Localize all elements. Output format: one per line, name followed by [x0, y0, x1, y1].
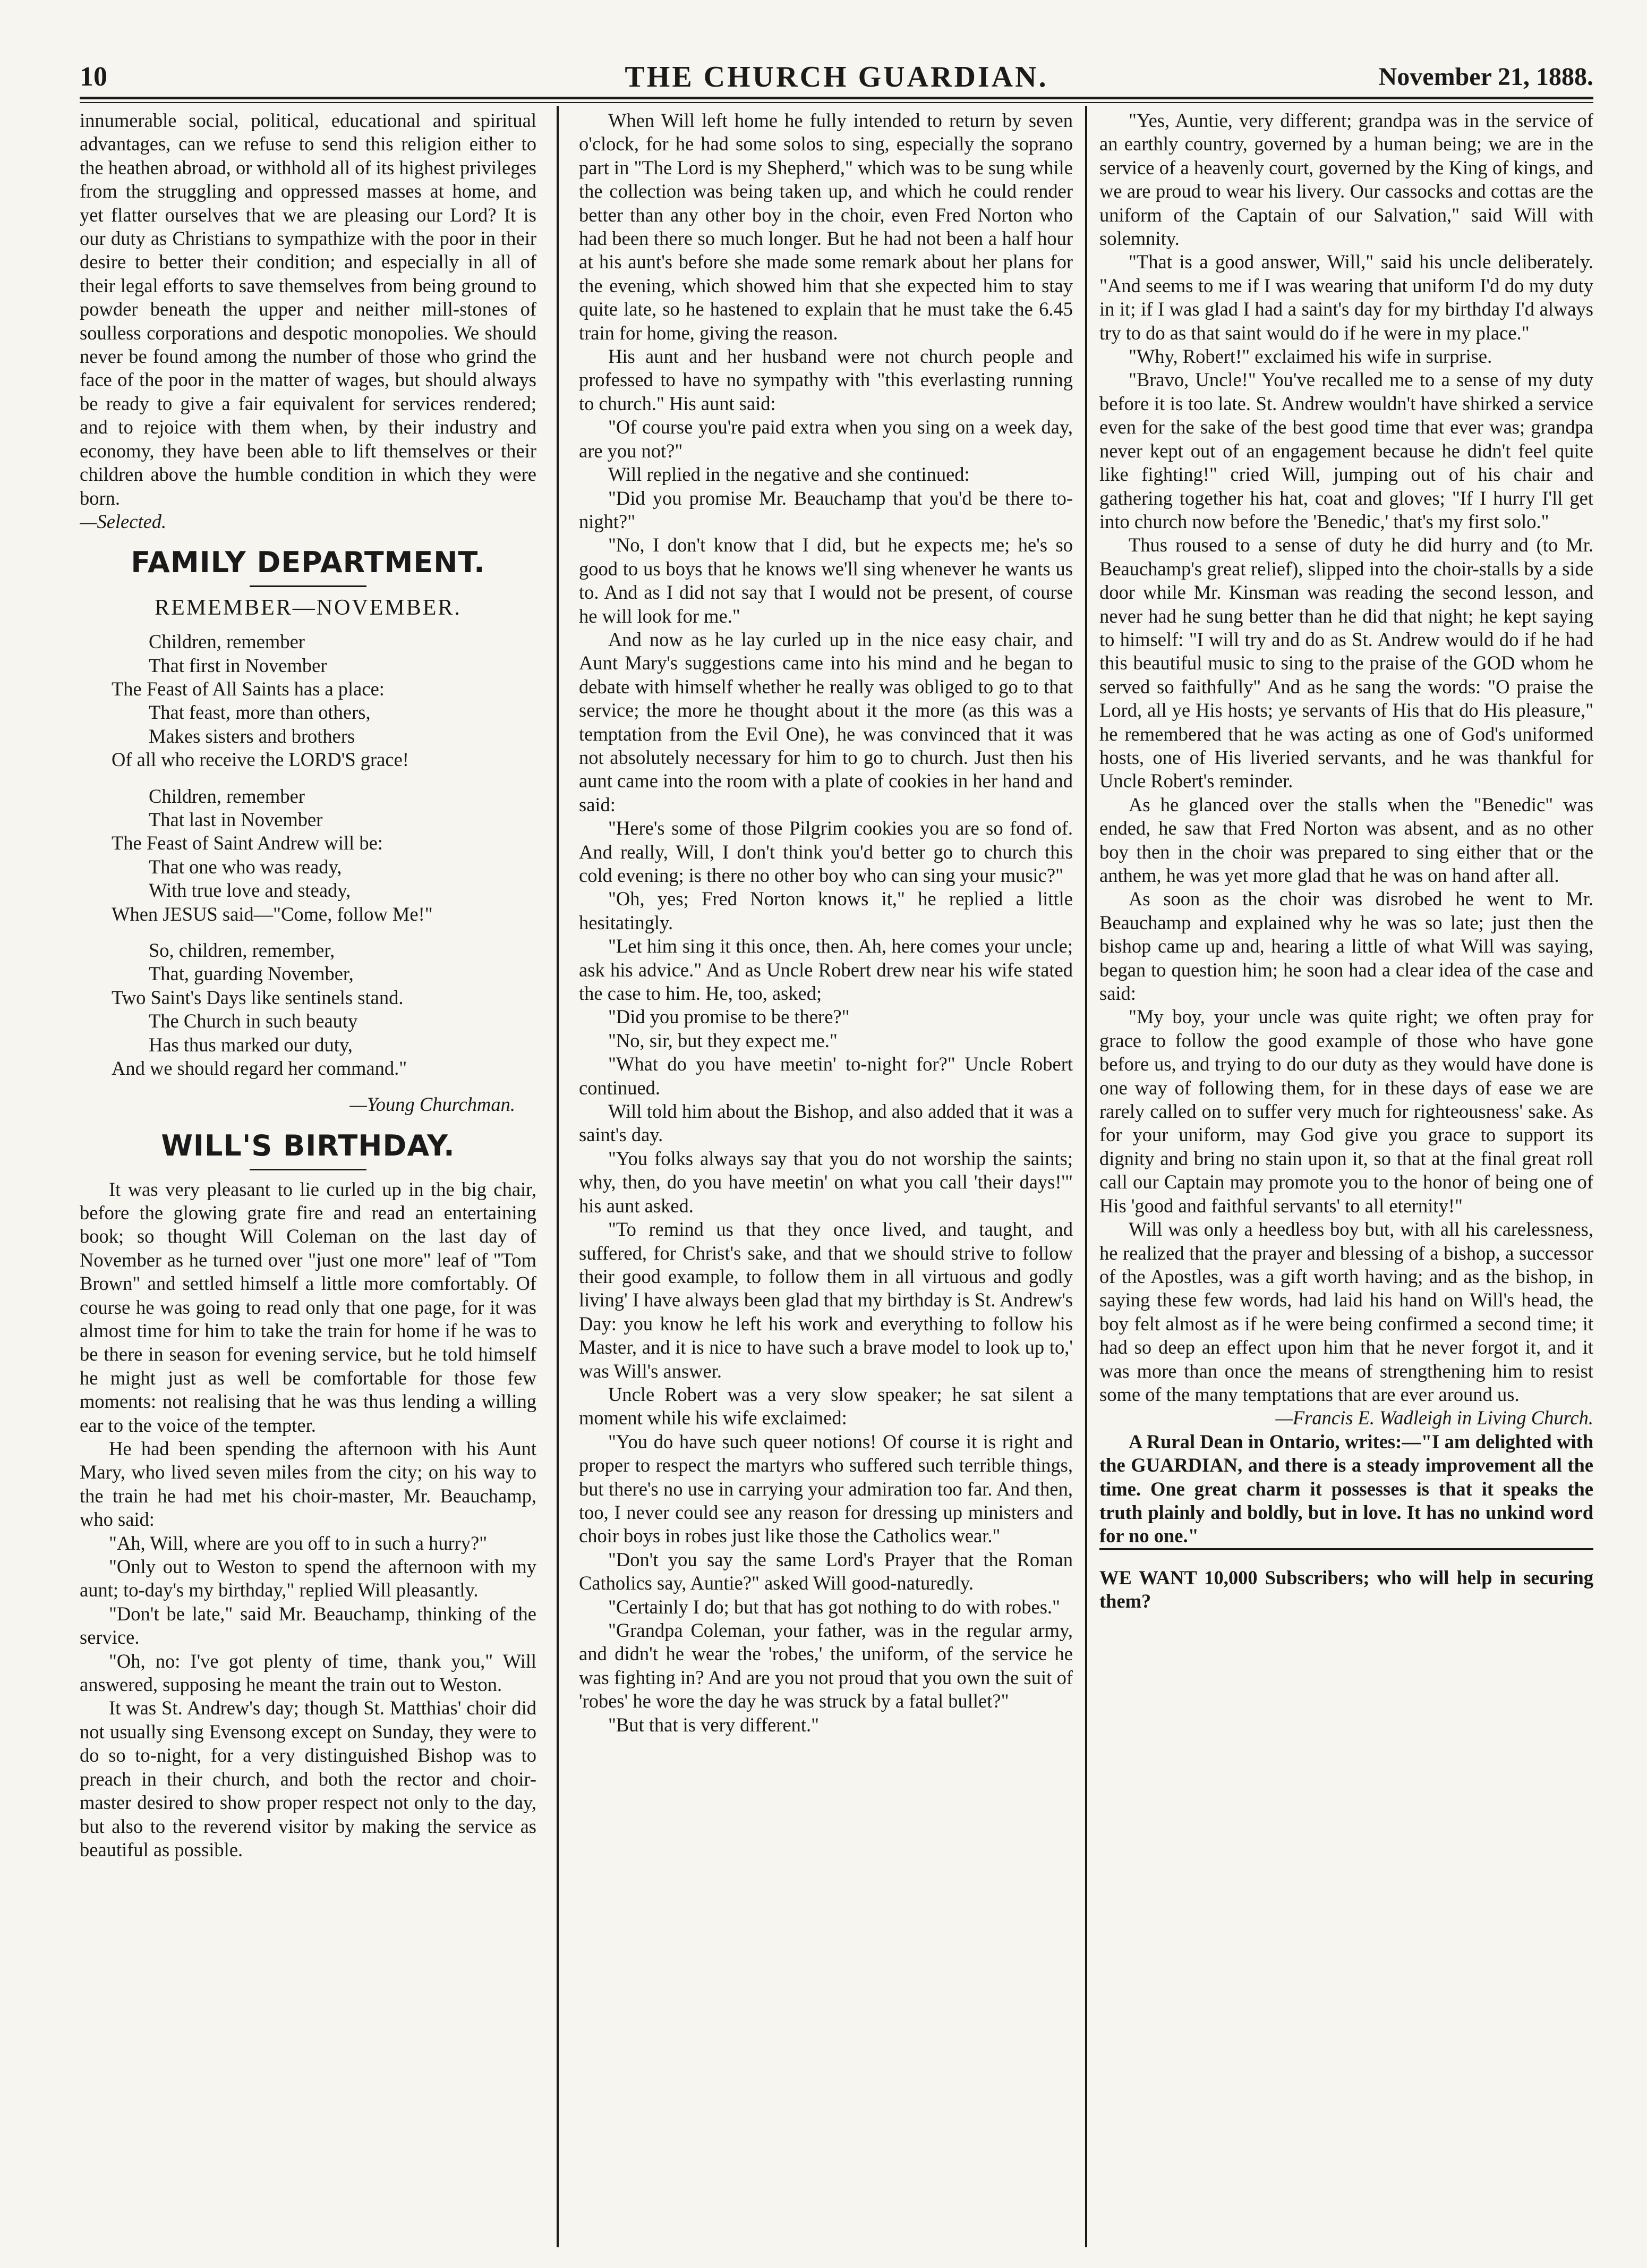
- poem-line: The Church in such beauty: [149, 1010, 358, 1032]
- masthead: [80, 56, 1593, 94]
- poem-line: That, guarding November,: [149, 963, 354, 985]
- poem-line: Makes sisters and brothers: [149, 725, 355, 747]
- poem-line: Children, remember: [149, 785, 305, 807]
- story-heading: WILL'S BIRTHDAY.: [161, 1128, 455, 1162]
- story-paragraph: "Ah, Will, where are you off to in such a hurry?": [109, 1532, 488, 1554]
- poem-line: Has thus marked our duty,: [149, 1033, 353, 1056]
- story-paragraph: "Don't be late," said Mr. Beauchamp, thinking of the service.: [80, 1602, 536, 1649]
- story-paragraph: "Yes, Auntie, very different; grandpa was in the service of an earthly country, governed by a human being; we are in the service of a heavenly court, governed by the King of kings, and we are proud to wear his livery. Our cassocks and cottas are the uniform of the Captain of our Salvation," said Will with solemnity.: [1099, 109, 1593, 250]
- story-paragraph: And now as he lay curled up in the nice easy chair, and Aunt Mary's suggestions came into his mind and he began to debate with himself whether he really was obliged to go to that service; the more he thought about it the more (as this was a temptation from the Evil One), he was convinced that it was not absolutely necessary for him to go to church. Just then his aunt came into the room with a plate of cookies in her hand and said:: [579, 628, 1073, 816]
- story-paragraph: "Here's some of those Pilgrim cookies you are so fond of. And really, Will, I don't think you'd better go to church this cold evening; is there no other boy who can sing your music?": [579, 817, 1073, 886]
- story-paragraph: "Bravo, Uncle!" You've recalled me to a sense of my duty before it is too late. St. Andrew wouldn't have shirked a service even for the sake of the best good time that ever was; grandpa never kept out of an engagement because he didn't feel quite like fighting!" cried Will, jumping out of his chair and gathering together his hat, coat and gloves; "If I hurry I'll get into church now before the 'Benedic,' that's my first solo.": [1099, 369, 1593, 532]
- story-paragraph: "That is a good answer, Will," said his uncle deliberately. "And seems to me if I was wearing that uniform I'd do my duty in it; if I was glad I had a saint's day for my birthday I'd always try to do as that saint would do if he were in my place.": [1099, 251, 1593, 344]
- story-paragraph: "Let him sing it this once, then. Ah, here comes your uncle; ask his advice." And as Uncle Robert drew near his wife stated the case to him. He, too, asked;: [579, 935, 1073, 1005]
- column-3: [1099, 109, 1593, 2245]
- story-paragraph: "Don't you say the same Lord's Prayer that the Roman Catholics say, Auntie?" asked Will good-naturedly.: [579, 1548, 1073, 1594]
- column-divider-1: [557, 106, 559, 2247]
- page-number: 10: [80, 62, 107, 92]
- heading-rule: [250, 585, 366, 587]
- story-paragraph: "Only out to Weston to spend the afternoon with my aunt; to-day's my birthday," replied Will pleasantly.: [80, 1556, 536, 1601]
- column-2: [579, 109, 1073, 2245]
- story-paragraph: "Of course you're paid extra when you sing on a week day, are you not?": [579, 416, 1073, 462]
- story-paragraph: "To remind us that they once lived, and taught, and suffered, for Christ's sake, and that we should strive to follow their good example, to follow them in all virtuous and godly living' I have always been glad that my birthday is St. Andrew's Day: you know he left his work and everything to follow his Master, and it is nice to have such a brave model to look up to,' was Will's answer.: [579, 1218, 1073, 1382]
- poem-line: With true love and steady,: [149, 879, 351, 902]
- rural-dean-notice: A Rural Dean in Ontario, writes:—"I am delighted with the GUARDIAN, and there is a steady improvement all the time. One great charm it possesses is that it speaks the truth plainly and boldly, but in love. It has no unkind word for no one.": [1099, 1430, 1593, 1547]
- heading-rule: [250, 1169, 366, 1170]
- newspaper-title: THE CHURCH GUARDIAN.: [625, 61, 1048, 94]
- story-paragraph: He had been spending the afternoon with his Aunt Mary, who lived seven miles from the city; on his way to the train he had met his choir-master, Mr. Beauchamp, who said:: [80, 1438, 536, 1531]
- poem-line: When JESUS said—"Come, follow Me!": [112, 903, 433, 925]
- poem-line: And we should regard her command.": [112, 1057, 407, 1080]
- poem-line: That one who was ready,: [149, 855, 342, 878]
- poem-title: REMEMBER—NOVEMBER.: [155, 596, 462, 621]
- story-paragraph: Will told him about the Bishop, and also added that it was a saint's day.: [579, 1100, 1073, 1146]
- story-signature: —Francis E. Wadleigh in Living Church.: [1275, 1407, 1593, 1429]
- masthead-rule-thin: [80, 102, 1593, 103]
- story-paragraph: It was very pleasant to lie curled up in the big chair, before the glowing grate fire and read an entertaining book; so thought Will Coleman on the last day of November as he turned over "just one more" leaf of "Tom Brown" and settled himself a little more comfortably. Of course he was going to read only that one page, for it was almost time for him to take the train for home if he was to be there in season for evening service, but he told himself he might just as well be comfortable for those few moments: not realising that he was thus lending a willing ear to the voice of the tempter.: [80, 1178, 536, 1436]
- poem-line: Children, remember: [149, 631, 305, 653]
- poem-attribution: —Young Churchman.: [349, 1093, 515, 1116]
- story-paragraph: "Did you promise to be there?": [608, 1006, 850, 1028]
- story-paragraph: "But that is very different.": [608, 1713, 820, 1736]
- story-paragraph: As soon as the choir was disrobed he went to Mr. Beauchamp and explained why he was so late; just then the bishop came up and, hearing a little of what Will was saying, began to question him; he soon had a clear idea of the case and said:: [1099, 888, 1593, 1005]
- column-1: [80, 109, 536, 2245]
- story-paragraph: "You folks always say that you do not worship the saints; why, then, do you have meetin' on what you call 'their days!'" his aunt asked.: [579, 1147, 1073, 1217]
- story-paragraph: "Grandpa Coleman, your father, was in the regular army, and didn't he wear the 'robes,' the uniform, of the service he was fighting in? And are you not proud that you own the suit of 'robes' he wore the day he was struck by a fatal bullet?": [579, 1619, 1073, 1712]
- poem-stanza: [80, 939, 536, 1080]
- story-paragraph: It was St. Andrew's day; though St. Matthias' choir did not usually sing Evensong except on Sunday, they were to do so to-night, for a very distinguished Bishop was to preach in their church, and both the rector and choir-master desired to show proper respect not only to the day, but also to the reverend visitor by making the service as beautiful as possible.: [80, 1697, 536, 1861]
- story-paragraph: Uncle Robert was a very slow speaker; he sat silent a moment while his wife exclaimed:: [579, 1383, 1073, 1429]
- story-paragraph: "Certainly I do; but that has got nothing to do with robes.": [608, 1595, 1060, 1618]
- poem-line: That feast, more than others,: [149, 701, 371, 724]
- poem-line: Of all who receive the LORD'S grace!: [112, 749, 409, 771]
- poem-line: The Feast of All Saints has a place:: [112, 677, 385, 700]
- masthead-rule: [80, 97, 1593, 99]
- story-paragraph: His aunt and her husband were not church people and professed to have no sympathy with "this everlasting running to church." His aunt said:: [579, 345, 1073, 414]
- poem-line: That last in November: [149, 808, 323, 830]
- story-paragraph: "You do have such queer notions! Of course it is right and proper to respect the martyrs who suffered such terrible things, but there's no use in carrying your admiration too far. And then, too, I never could see any reason for dressing up ministers and choir boys in robes just like those the Catholics wear.": [579, 1430, 1073, 1547]
- story-paragraph: "Oh, no: I've got plenty of time, thank you," Will answered, supposing he meant the train out to Weston.: [80, 1650, 536, 1696]
- story-paragraph: "Did you promise Mr. Beauchamp that you'd be there to-night?": [579, 487, 1073, 532]
- issue-date: November 21, 1888.: [1378, 63, 1593, 91]
- story-paragraph: "Oh, yes; Fred Norton knows it," he replied a little hesitatingly.: [579, 888, 1073, 933]
- poem-stanza: [80, 630, 536, 771]
- story-paragraph: As he glanced over the stalls when the "Benedic" was ended, he saw that Fred Norton was absent, and as no other boy then in the choir was prepared to sing either that or the anthem, he was yet more glad that he was on hand after all.: [1099, 793, 1593, 886]
- poem: [80, 630, 536, 1080]
- article-source: —Selected.: [80, 510, 167, 532]
- story-paragraph: "My boy, your uncle was quite right; we often pray for grace to follow the good example of those who have gone before us, and trying to do our duty as they would have done is one way of following them, for in these days of ease we are rarely called on to suffer very much for righteousness' sake. As for your uniform, may God give you grace to support its dignity and bring no stain upon it, so that at the final great roll call our Captain may promote you to the honor of being one of His 'good and faithful servants' to all eternity!": [1099, 1006, 1593, 1217]
- story-paragraph: "No, sir, but they expect me.": [608, 1029, 838, 1051]
- story-paragraph: Will replied in the negative and she continued:: [608, 463, 970, 486]
- story-paragraph: "Why, Robert!" exclaimed his wife in surprise.: [1129, 345, 1492, 368]
- poem-line: The Feast of Saint Andrew will be:: [112, 832, 383, 854]
- article-continuation: innumerable social, political, educational and spiritual advantages, can we refuse to send this religion either to the heathen abroad, or withhold all of its highest privileges from the struggling and oppressed masses at home, and yet flatter ourselves that we are pleasing our Lord? It is our duty as Christians to sympathize with the poor in their desire to better their condition; and especially in all of their legal efforts to save themselves from being ground to powder beneath the upper and neither mill-stones of soulless corporations and despotic monopolies. We should never be found among the number of those who grind the face of the poor in the matter of wages, but should always be ready to give a fair equivalent for services rendered; and to rejoice with them when, by their industry and economy, they have been able to lift themselves or their children above the humble condition in which they were born.: [80, 109, 536, 509]
- subscribers-notice: WE WANT 10,000 Subscribers; who will help in securing them?: [1099, 1548, 1593, 1613]
- poem-line: That first in November: [149, 654, 327, 676]
- story-paragraph: Thus roused to a sense of duty he did hurry and (to Mr. Beauchamp's great relief), slipped into the choir-stalls by a side door while Mr. Kinsman was reading the second lesson, and never had he sung better than he did that night; he kept saying to himself: "I will try and do as St. Andrew would do if he had this beautiful music to sing to the praise of the GOD whom he served so faithfully" And as he sang the words: "O praise the Lord, all ye His hosts; ye servants of His that do His pleasure," he remembered that he was acting as one of God's uniformed hosts, one of His liveried servants, and he was thankful for Uncle Robert's reminder.: [1099, 534, 1593, 792]
- story-paragraph: Will was only a heedless boy but, with all his carelessness, he realized that the prayer and blessing of a bishop, a successor of the Apostles, was a gift worth having; and as the bishop, in saying these few words, had laid his hand on Will's head, the boy felt almost as if he were being confirmed a second time; it had so deep an effect upon him that he never forgot it, and it was more than once the means of strengthening him to resist some of the many temptations that are ever around us.: [1099, 1218, 1593, 1405]
- column-divider-2: [1085, 106, 1087, 2247]
- story-paragraph: When Will left home he fully intended to return by seven o'clock, for he had some solos to sing, especially the soprano part in "The Lord is my Shepherd," which was to be sung while the collection was being taken up, and which he could render better than any other boy in the choir, even Fred Norton who had been there so much longer. But he had not been a half hour at his aunt's before she made some remark about her plans for the evening, which showed him that she expected him to stay quite late, so he hastened to explain that he must take the 6.45 train for home, giving the reason.: [579, 109, 1073, 344]
- poem-line: So, children, remember,: [149, 939, 335, 961]
- poem-line: Two Saint's Days like sentinels stand.: [112, 986, 404, 1008]
- story-paragraph: "No, I don't know that I did, but he expects me; he's so good to us boys that he knows we'll sing whenever he wants us to. And as I did not say that I would not be present, of course he will look for me.": [579, 534, 1073, 627]
- poem-stanza: [80, 785, 536, 926]
- family-heading: FAMILY DEPARTMENT.: [131, 546, 485, 580]
- story-paragraph: "What do you have meetin' to-night for?" Uncle Robert continued.: [579, 1053, 1073, 1099]
